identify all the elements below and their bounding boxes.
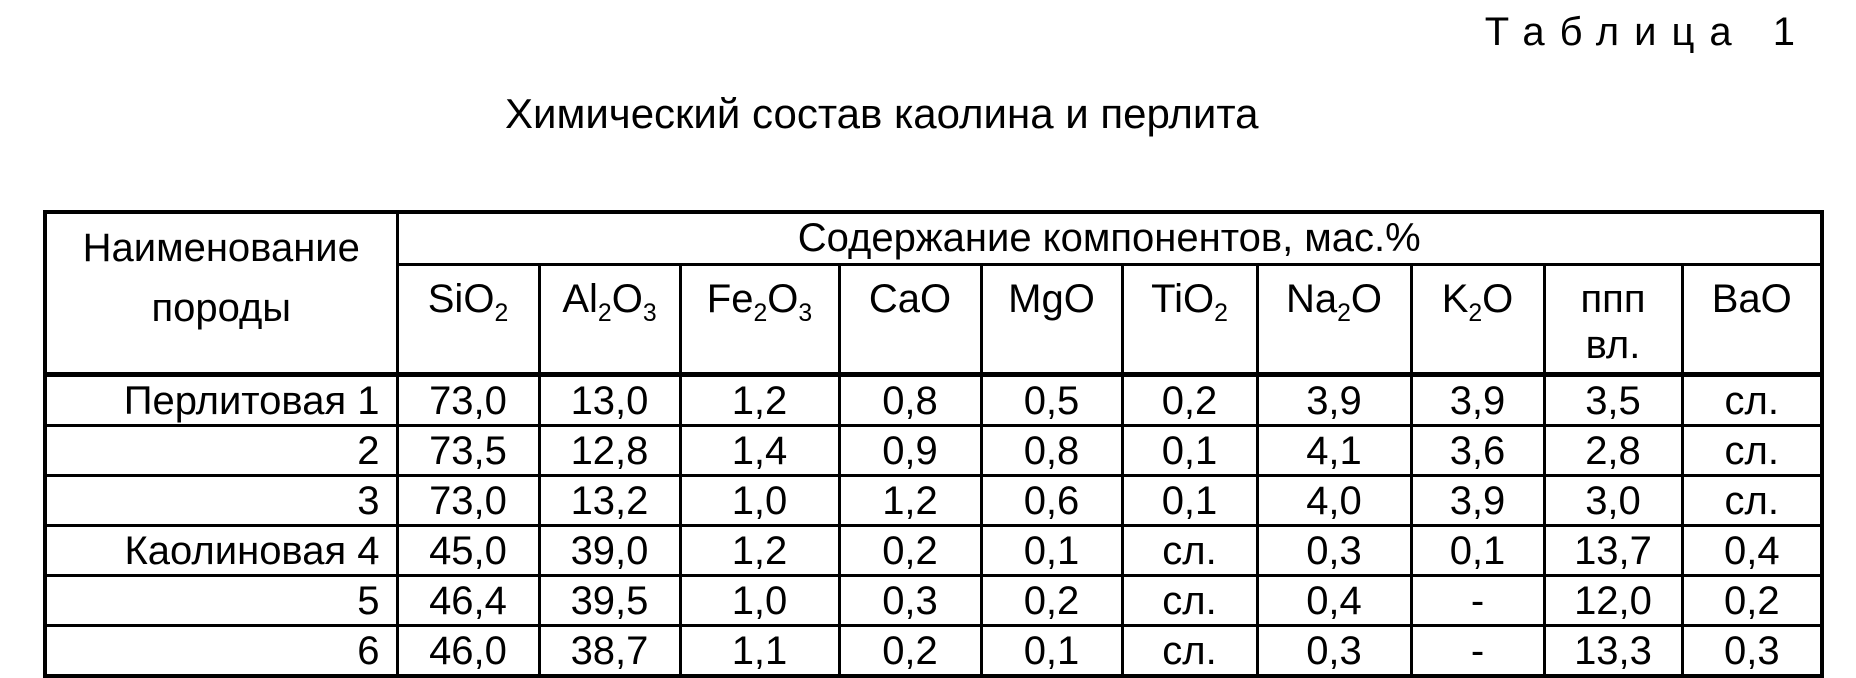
group-header-row xyxy=(45,212,1822,265)
data-cell: 0,2 xyxy=(839,526,981,576)
data-cell: 13,3 xyxy=(1544,626,1682,677)
data-cell: 2,8 xyxy=(1544,426,1682,476)
data-cell: 0,3 xyxy=(839,576,981,626)
data-cell: 0,3 xyxy=(1682,626,1822,677)
column-header-rock-name xyxy=(45,212,397,375)
data-cell: 0,1 xyxy=(981,626,1122,677)
data-cell: 4,0 xyxy=(1257,476,1411,526)
data-cell: 0,4 xyxy=(1257,576,1411,626)
data-cell: 1,0 xyxy=(680,576,839,626)
data-cell: 0,6 xyxy=(981,476,1122,526)
data-cell: 73,0 xyxy=(397,375,539,426)
data-cell: 3,6 xyxy=(1411,426,1544,476)
data-cell: 0,2 xyxy=(1682,576,1822,626)
data-cell: 0,2 xyxy=(981,576,1122,626)
data-cell: 1,2 xyxy=(839,476,981,526)
data-cell: 1,2 xyxy=(680,526,839,576)
column-header-cao: CaO xyxy=(839,265,981,375)
table-row xyxy=(45,576,1822,626)
row-label: 5 xyxy=(45,576,397,626)
document-title: Химический состав каолина и перлита xyxy=(505,90,1259,137)
table-row xyxy=(45,426,1822,476)
data-cell: 3,0 xyxy=(1544,476,1682,526)
data-cell: 0,8 xyxy=(839,375,981,426)
data-cell: 0,1 xyxy=(1411,526,1544,576)
data-cell: 0,8 xyxy=(981,426,1122,476)
data-cell: сл. xyxy=(1122,576,1257,626)
data-cell: 45,0 xyxy=(397,526,539,576)
data-cell: 3,9 xyxy=(1411,476,1544,526)
row-label: 2 xyxy=(45,426,397,476)
data-cell: 0,1 xyxy=(1122,426,1257,476)
column-header-al2o3: $Al_2O_3$ xyxy=(539,265,680,375)
data-cell: 3,5 xyxy=(1544,375,1682,426)
data-cell: - xyxy=(1411,626,1544,677)
data-cell: 0,2 xyxy=(1122,375,1257,426)
table-row xyxy=(45,476,1822,526)
data-cell: 0,3 xyxy=(1257,626,1411,677)
data-cell: 46,4 xyxy=(397,576,539,626)
data-cell: сл. xyxy=(1682,426,1822,476)
column-header-sio2: SiO$_2$ xyxy=(397,265,539,375)
data-cell: 1,2 xyxy=(680,375,839,426)
components-group-header: Содержание компонентов, мас.% xyxy=(397,212,1822,265)
data-cell: сл. xyxy=(1122,626,1257,677)
data-cell: 39,0 xyxy=(539,526,680,576)
ppp-header-line1: ппп xyxy=(1580,277,1646,321)
data-cell: 0,4 xyxy=(1682,526,1822,576)
data-cell: сл. xyxy=(1122,526,1257,576)
data-cell: - xyxy=(1411,576,1544,626)
data-cell: 1,4 xyxy=(680,426,839,476)
row-label: 6 xyxy=(45,626,397,677)
data-cell: 0,1 xyxy=(1122,476,1257,526)
rock-name-header-line1: Наименование xyxy=(82,226,360,270)
data-cell: 3,9 xyxy=(1257,375,1411,426)
column-header-ppp-vl xyxy=(1544,265,1682,375)
data-cell: 39,5 xyxy=(539,576,680,626)
data-cell: 46,0 xyxy=(397,626,539,677)
column-header-tio2: TiO$_2$ xyxy=(1122,265,1257,375)
table-row xyxy=(45,526,1822,576)
data-cell: 13,0 xyxy=(539,375,680,426)
data-cell: 38,7 xyxy=(539,626,680,677)
data-cell: 4,1 xyxy=(1257,426,1411,476)
data-cell: 0,9 xyxy=(839,426,981,476)
ppp-header-line2: вл. xyxy=(1585,323,1641,367)
data-cell: сл. xyxy=(1682,375,1822,426)
data-cell: 3,9 xyxy=(1411,375,1544,426)
data-cell: 13,7 xyxy=(1544,526,1682,576)
data-cell: 73,5 xyxy=(397,426,539,476)
data-cell: 0,3 xyxy=(1257,526,1411,576)
rock-name-header-line2: породы xyxy=(151,286,292,330)
row-label: 3 xyxy=(45,476,397,526)
table-row xyxy=(45,375,1822,426)
column-header-na2o: $Na_2O$ xyxy=(1257,265,1411,375)
row-label: Перлитовая 1 xyxy=(45,375,397,426)
column-header-bao: BaO xyxy=(1682,265,1822,375)
data-cell: 1,1 xyxy=(680,626,839,677)
table-row xyxy=(45,626,1822,677)
data-cell: 12,8 xyxy=(539,426,680,476)
table-caption-label: Таблица 1 xyxy=(1484,10,1810,54)
data-cell: сл. xyxy=(1682,476,1822,526)
data-cell: 13,2 xyxy=(539,476,680,526)
data-cell: 0,1 xyxy=(981,526,1122,576)
data-cell: 0,5 xyxy=(981,375,1122,426)
data-cell: 0,2 xyxy=(839,626,981,677)
chemical-composition-table xyxy=(43,210,1824,678)
data-cell: 1,0 xyxy=(680,476,839,526)
data-cell: 73,0 xyxy=(397,476,539,526)
row-label: Каолиновая 4 xyxy=(45,526,397,576)
data-cell: 12,0 xyxy=(1544,576,1682,626)
column-header-mgo: MgO xyxy=(981,265,1122,375)
column-header-k2o: $K_2O$ xyxy=(1411,265,1544,375)
column-header-fe2o3: $Fe_2O_3$ xyxy=(680,265,839,375)
